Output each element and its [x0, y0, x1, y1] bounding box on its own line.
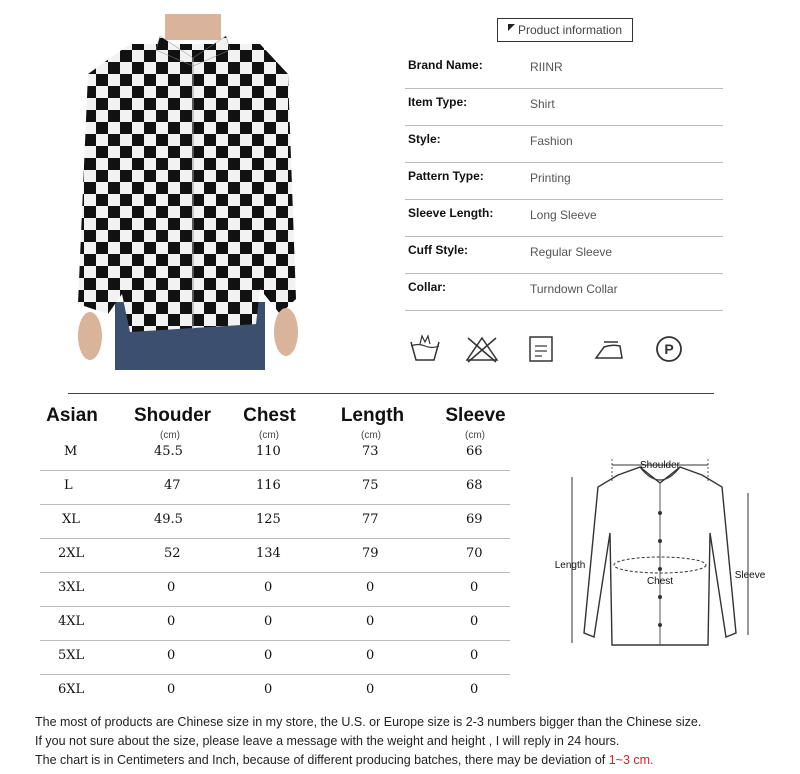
product-photo	[60, 14, 330, 370]
sleeve-label: Sleeve	[734, 570, 766, 581]
size-notes	[35, 713, 701, 770]
chest-value: 110	[256, 444, 281, 459]
attribute-row-cuff-style	[405, 237, 723, 274]
attribute-row-sleeve-length	[405, 200, 723, 237]
size-label: 6XL	[58, 682, 85, 697]
size-unit: (cm)	[465, 430, 485, 441]
length-value: 0	[366, 682, 375, 697]
sleeve-value: 0	[470, 682, 479, 697]
shoulder-value: 0	[167, 614, 176, 629]
length-value: 79	[362, 546, 379, 561]
attribute-value: Long Sleeve	[530, 208, 597, 222]
chest-value: 0	[264, 648, 273, 663]
corner-marker-icon	[508, 24, 515, 31]
product-info-title: Product information	[517, 23, 623, 37]
chest-value: 0	[264, 682, 273, 697]
length-value: 0	[366, 580, 375, 595]
chest-label: Chest	[646, 576, 674, 587]
size-header-shoulder: Shouder	[133, 405, 212, 426]
note-line-2: If you not sure about the size, please leave a message with the weight and height , I will reply in 24 hours.	[35, 734, 620, 748]
attribute-key: Cuff Style:	[408, 243, 468, 257]
chest-value: 0	[264, 580, 273, 595]
sleeve-value: 66	[466, 444, 483, 459]
size-label: 5XL	[58, 648, 85, 663]
size-unit: (cm)	[361, 430, 381, 441]
table-row	[40, 436, 510, 471]
note-line-3-text: The chart is in Centimeters and Inch, because of different producing batches, there may be deviation of	[35, 753, 609, 767]
length-value: 75	[362, 478, 379, 493]
sleeve-value: 0	[470, 648, 479, 663]
attribute-key: Item Type:	[408, 95, 468, 109]
attribute-value: Turndown Collar	[530, 282, 618, 296]
size-label: 2XL	[58, 546, 85, 561]
chest-value: 134	[256, 546, 281, 561]
dry-clean-icon	[654, 334, 684, 364]
note-line-3	[35, 751, 701, 770]
shoulder-label: Shoulder	[639, 460, 681, 471]
attribute-row-style	[405, 126, 723, 163]
sleeve-value: 70	[466, 546, 483, 561]
sleeve-value: 68	[466, 478, 483, 493]
size-header-asian: Asian	[46, 405, 98, 426]
shoulder-value: 47	[164, 478, 181, 493]
length-value: 0	[366, 648, 375, 663]
length-value: 0	[366, 614, 375, 629]
sleeve-value: 0	[470, 580, 479, 595]
svg-text:P: P	[664, 341, 674, 357]
table-row	[40, 640, 510, 675]
shoulder-value: 49.5	[154, 512, 183, 527]
note-line-1: The most of products are Chinese size in my store, the U.S. or Europe size is 2-3 numbers bigger than the Chinese size.	[35, 715, 702, 729]
attribute-value: Regular Sleeve	[530, 245, 613, 259]
length-value: 77	[362, 512, 379, 527]
product-info-header	[497, 18, 633, 42]
table-row	[40, 504, 510, 539]
size-header-length: Length	[340, 405, 405, 426]
size-header-sleeve: Sleeve	[445, 405, 506, 426]
attribute-key: Style:	[408, 132, 441, 146]
attribute-key: Pattern Type:	[408, 169, 484, 183]
shoulder-value: 0	[167, 682, 176, 697]
size-label: M	[64, 444, 78, 459]
section-divider	[68, 393, 714, 394]
size-header-chest: Chest	[243, 405, 296, 426]
shoulder-value: 45.5	[154, 444, 183, 459]
attribute-row-collar	[405, 274, 723, 311]
measurement-diagram	[550, 453, 770, 653]
attribute-key: Brand Name:	[408, 58, 483, 72]
chest-value: 116	[256, 478, 281, 493]
table-row	[40, 674, 510, 708]
no-bleach-icon	[464, 334, 500, 364]
attribute-row-pattern-type	[405, 163, 723, 200]
shoulder-value: 52	[164, 546, 181, 561]
attribute-key: Sleeve Length:	[408, 206, 494, 220]
tumble-dry-icon	[528, 334, 554, 364]
length-value: 73	[362, 444, 379, 459]
table-row	[40, 606, 510, 641]
table-row	[40, 572, 510, 607]
attribute-key: Collar:	[408, 280, 447, 294]
length-label: Length	[554, 560, 586, 571]
chest-value: 125	[256, 512, 281, 527]
attribute-value: Fashion	[530, 134, 573, 148]
shoulder-value: 0	[167, 580, 176, 595]
shoulder-value: 0	[167, 648, 176, 663]
table-row	[40, 538, 510, 573]
size-label: L	[64, 478, 73, 493]
attribute-value: Printing	[530, 171, 571, 185]
attribute-value: RIINR	[530, 60, 563, 74]
iron-icon	[592, 334, 626, 364]
size-label: 3XL	[58, 580, 85, 595]
hand-wash-icon	[408, 334, 442, 364]
chest-value: 0	[264, 614, 273, 629]
deviation-highlight: 1~3 cm.	[608, 753, 654, 767]
size-label: 4XL	[58, 614, 85, 629]
attribute-row-brand	[405, 52, 723, 89]
table-row	[40, 470, 510, 505]
attribute-row-item-type	[405, 89, 723, 126]
sleeve-value: 69	[466, 512, 483, 527]
size-unit: (cm)	[160, 430, 180, 441]
attribute-value: Shirt	[530, 97, 555, 111]
sleeve-value: 0	[470, 614, 479, 629]
size-unit: (cm)	[259, 430, 279, 441]
size-label: XL	[62, 512, 80, 527]
